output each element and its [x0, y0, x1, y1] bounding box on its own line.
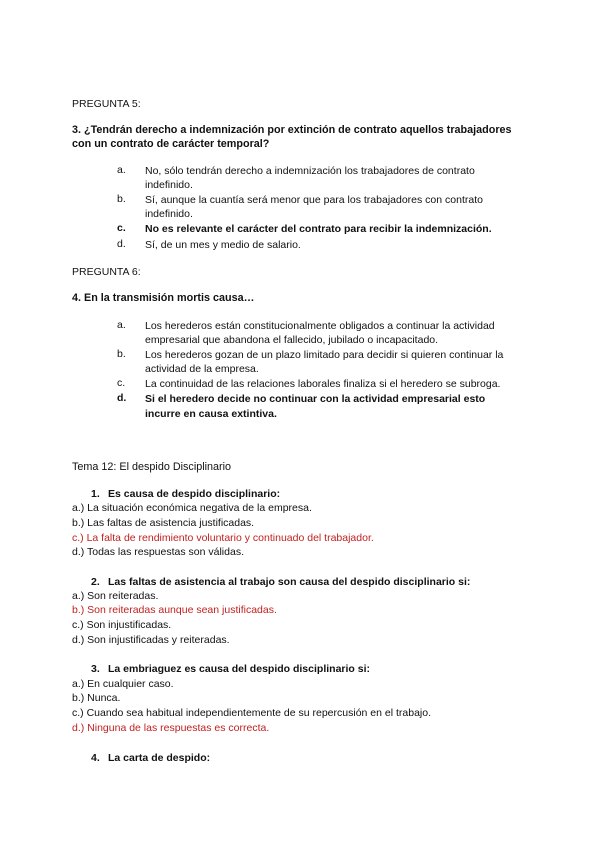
option-text-line: No es relevante el carácter del contrato para recibir la indemnización. [145, 223, 492, 235]
pregunta-6-question: 4. En la transmisión mortis causa… [72, 292, 255, 304]
option-letter: b. [117, 193, 126, 205]
tema-12-title: Tema 12: El despido Disciplinario [72, 461, 232, 473]
option-letter: c. [117, 222, 126, 234]
answer-d: d.) Ninguna de las respuestas es correcta. [72, 722, 270, 734]
answer-b: b.) Son reiteradas aunque sean justificadas. [72, 604, 277, 616]
option-letter: a. [117, 164, 126, 176]
option-text-line: indefinido. [145, 208, 193, 220]
answer-b: b.) Las faltas de asistencia justificadas. [72, 517, 255, 529]
option-letter: d. [117, 238, 126, 250]
question-number: 1. [91, 488, 100, 500]
pregunta-5-question-line-1: 3. ¿Tendrán derecho a indemnización por extinción de contrato aquellos trabajadores [72, 124, 512, 136]
answer-b: b.) Nunca. [72, 692, 121, 704]
question-text: Es causa de despido disciplinario: [108, 488, 281, 500]
answer-c: c.) Son injustificadas. [72, 619, 172, 631]
answer-a: a.) En cualquier caso. [72, 678, 174, 690]
option-text-line: No, sólo tendrán derecho a indemnización los trabajadores de contrato [145, 165, 475, 177]
answer-d: d.) Son injustificadas y reiteradas. [72, 634, 230, 646]
question-text: La carta de despido: [108, 752, 211, 764]
pregunta-5-header: PREGUNTA 5: [72, 98, 141, 110]
question-number: 4. [91, 752, 100, 764]
answer-a: a.) La situación económica negativa de la empresa. [72, 502, 312, 514]
option-text-line: Sí, de un mes y medio de salario. [145, 239, 301, 251]
option-text-line: Los herederos están constitucionalmente obligados a continuar la actividad [145, 320, 495, 332]
answer-c: c.) Cuando sea habitual independientemente de su repercusión en el trabajo. [72, 707, 431, 719]
pregunta-5-question-line-2: con un contrato de carácter temporal? [72, 138, 270, 150]
option-text-line: indefinido. [145, 179, 193, 191]
question-text: La embriaguez es causa del despido disciplinario si: [108, 663, 370, 675]
question-number: 3. [91, 663, 100, 675]
answer-c: c.) La falta de rendimiento voluntario y continuado del trabajador. [72, 532, 374, 544]
question-text: Las faltas de asistencia al trabajo son causa del despido disciplinario si: [108, 576, 471, 588]
option-letter: b. [117, 348, 126, 360]
option-text-line: incurre en causa extintiva. [145, 408, 277, 420]
option-letter: c. [117, 377, 126, 389]
option-text-line: Si el heredero decide no continuar con la actividad empresarial esto [145, 393, 486, 405]
option-letter: d. [117, 392, 127, 404]
pregunta-6-header: PREGUNTA 6: [72, 266, 141, 278]
answer-a: a.) Son reiteradas. [72, 590, 159, 602]
option-text-line: Sí, aunque la cuantía será menor que para los trabajadores con contrato [145, 194, 483, 206]
option-text-line: La continuidad de las relaciones laborales finaliza si el heredero se subroga. [145, 378, 501, 390]
option-text-line: empresarial que abandona el fallecido, jubilado o incapacitado. [145, 334, 439, 346]
option-text-line: Los herederos gozan de un plazo limitado para decidir si quieren continuar la [145, 349, 504, 361]
answer-d: d.) Todas las respuestas son válidas. [72, 546, 244, 558]
option-text-line: actividad de la empresa. [145, 363, 259, 375]
question-number: 2. [91, 576, 100, 588]
option-letter: a. [117, 319, 126, 331]
